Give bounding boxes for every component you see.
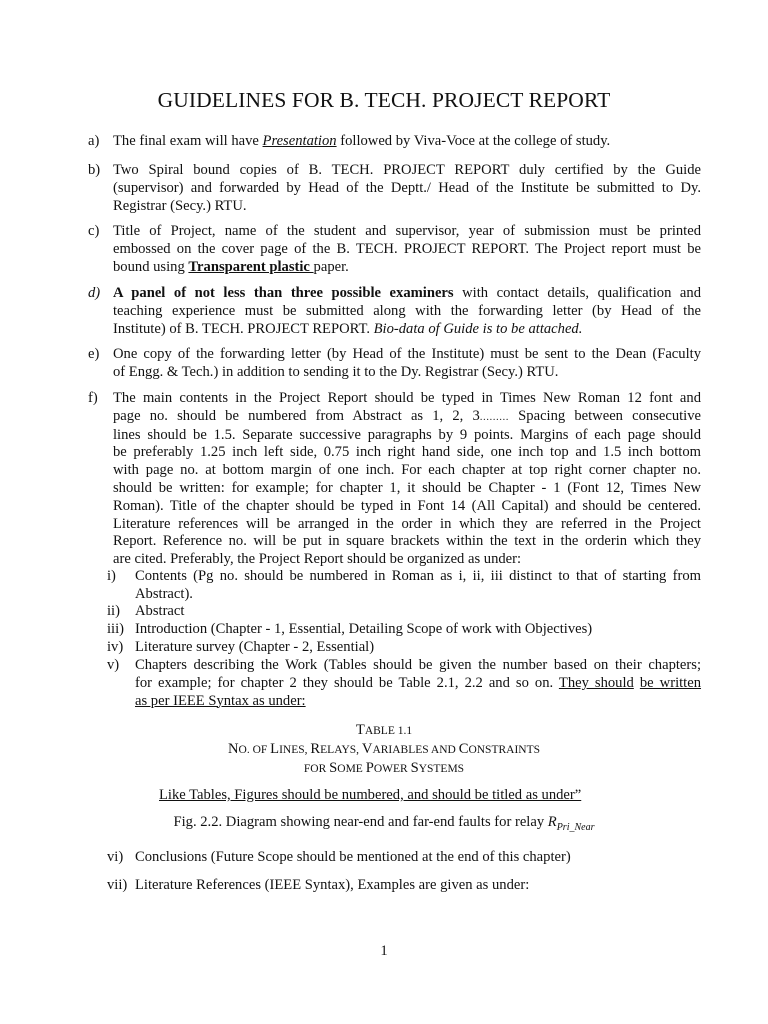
- figure-caption: [0, 814, 768, 833]
- caption-text: P: [365, 760, 374, 776]
- figure-note: Like Tables, Figures should be numbered, and should be titled as under”: [159, 787, 582, 803]
- caption-text: INES,: [279, 744, 311, 756]
- item-line: [113, 408, 701, 427]
- item-text: The final exam will have: [113, 133, 263, 149]
- caption-text: ELAYS,: [320, 744, 362, 756]
- item-line: [113, 285, 701, 303]
- sub-item-marker: i): [107, 568, 116, 584]
- caption-text: YSTEMS: [418, 763, 465, 775]
- table-caption-subtitle: [0, 760, 768, 777]
- caption-text: FOR: [303, 763, 330, 775]
- item-line: Abstract: [135, 603, 185, 619]
- item-line: as per IEEE Syntax as under:: [135, 692, 306, 709]
- sub-item-i: [107, 568, 701, 604]
- item-line: Report. Reference no. will be put in square brackets within the text in the orderin which they: [113, 533, 701, 550]
- item-line: The main contents in the Project Report should be typed in Times New Roman 12 font and: [113, 390, 701, 406]
- sub-item-iv: [107, 639, 701, 657]
- caption-text: ARIABLES AND: [372, 744, 459, 756]
- item-line: Conclusions (Future Scope should be mentioned at the end of this chapter): [135, 849, 571, 865]
- item-line: [135, 675, 701, 693]
- presentation-emphasis: Presentation: [262, 133, 337, 149]
- transparent-plastic-emphasis: Transparent plastic: [188, 258, 314, 275]
- guideline-item-d: [88, 285, 701, 338]
- item-line: be preferably 1.25 inch left side, 0.75 inch right hand side, one inch top and 1.5 inch bottom: [113, 444, 701, 461]
- caption-text: S: [329, 760, 338, 776]
- page-title: GUIDELINES FOR B. TECH. PROJECT REPORT: [157, 88, 611, 112]
- item-line: Two Spiral bound copies of B. TECH. PROJECT REPORT duly certified by the Guide: [113, 162, 701, 178]
- item-line: should be written: for example; for chapter 1, it should be Chapter - 1 (Font 12, Times New: [113, 479, 701, 496]
- sub-item-v: [107, 657, 702, 710]
- caption-text: ONSTRAINTS: [468, 744, 540, 756]
- item-line: with page no. at bottom margin of one inch. For each chapter at top right corner chapter no.: [113, 462, 701, 479]
- item-line: teaching experience must be submitted along with the forwarding letter (by Head of the: [113, 302, 701, 319]
- guideline-item-f: [88, 390, 702, 569]
- item-line: lines should be 1.5. Separate successive paragraphs by 9 points. Margins of each page should: [113, 426, 701, 443]
- caption-text: Fig. 2.2. Diagram showing near-end and far-end faults for relay: [173, 814, 548, 830]
- item-line: Literature References (IEEE Syntax), Examples are given as under:: [135, 877, 530, 893]
- sub-item-vi: [107, 849, 701, 867]
- biodata-note: Bio-data of Guide is to be attached.: [373, 320, 583, 337]
- item-text: Institute) of B. TECH. PROJECT REPORT.: [113, 320, 374, 337]
- item-text: page no. should be numbered from Abstract as 1, 2, 3: [113, 407, 480, 424]
- caption-text: S: [410, 760, 419, 776]
- item-line: Chapters describing the Work (Tables should be given the number based on their chapters;: [135, 657, 701, 673]
- caption-text: OWER: [373, 763, 411, 775]
- guideline-item-e: [88, 346, 701, 382]
- item-marker: a): [88, 133, 100, 149]
- caption-text: O. OF: [238, 744, 271, 756]
- sub-item-marker: ii): [107, 603, 120, 619]
- caption-text: R: [310, 741, 321, 757]
- item-line: Literature references will be arranged in the order in which they are referred in the Project: [113, 515, 701, 532]
- item-marker: f): [88, 390, 98, 406]
- item-line: One copy of the forwarding letter (by Head of the Institute) must be sent to the Dean (Faculty: [113, 346, 701, 362]
- examiners-emphasis: A panel of not less than three possible examiners: [113, 285, 454, 301]
- item-line: Roman). Title of the chapter should be typed in Font 14 (All Capital) and should be centered.: [113, 497, 701, 514]
- item-line: Title of Project, name of the student and supervisor, year of submission must be printed: [113, 223, 701, 239]
- sub-item-vii: [107, 877, 701, 895]
- item-line: Registrar (Secy.) RTU.: [113, 197, 247, 214]
- underlined-text: be written: [639, 674, 702, 691]
- caption-text: V: [361, 741, 373, 757]
- item-line: Contents (Pg no. should be numbered in Roman as i, ii, iii distinct to that of starting from: [135, 568, 701, 584]
- item-marker: c): [88, 223, 100, 239]
- item-text: followed by Viva-Voce at the college of study.: [336, 133, 611, 149]
- item-line: [113, 133, 701, 151]
- table-caption-number: [0, 722, 768, 739]
- sub-item-marker: v): [107, 657, 120, 673]
- guideline-item-b: [88, 162, 701, 215]
- underlined-text: They should: [558, 674, 634, 691]
- item-line: Literature survey (Chapter - 2, Essential): [135, 639, 375, 655]
- caption-text: T: [355, 722, 365, 738]
- item-text: for example; for chapter 2 they should be Table 2.1, 2.2 and so on.: [135, 674, 559, 691]
- item-line: Abstract).: [135, 585, 193, 602]
- caption-text: OME: [337, 763, 366, 775]
- caption-text: N: [227, 741, 239, 757]
- item-text: Spacing between consecutive: [509, 407, 702, 424]
- caption-text: C: [458, 741, 469, 757]
- caption-text: ABLE 1.1: [364, 725, 413, 737]
- relay-symbol: R: [547, 814, 557, 830]
- ellipsis-dots: .........: [479, 410, 510, 423]
- sub-item-marker: iii): [107, 621, 125, 637]
- item-text: paper.: [313, 258, 349, 275]
- item-text: bound using: [113, 258, 189, 275]
- table-caption-title: [0, 741, 768, 758]
- item-marker: b): [88, 162, 101, 178]
- relay-subscript: Pri_Near: [556, 821, 595, 833]
- caption-text: L: [270, 741, 280, 757]
- sub-item-marker: vi): [107, 849, 124, 865]
- item-marker: e): [88, 346, 100, 362]
- item-marker: d): [88, 285, 101, 301]
- guideline-item-c: [88, 223, 701, 276]
- sub-item-marker: iv): [107, 639, 124, 655]
- item-line: of Engg. & Tech.) in addition to sending it to the Dy. Registrar (Secy.) RTU.: [113, 363, 559, 380]
- guideline-item-a: [88, 133, 701, 151]
- item-line: (supervisor) and forwarded by Head of the Deptt./ Head of the Institute be submitted to Dy.: [113, 179, 701, 196]
- page-number: 1: [380, 943, 388, 959]
- sub-item-ii: [107, 603, 701, 621]
- item-line: embossed on the cover page of the B. TECH. PROJECT REPORT. The Project report must be: [113, 240, 701, 257]
- item-line: [113, 259, 701, 277]
- item-text: with contact details, qualification and: [453, 285, 701, 301]
- item-line: [113, 321, 701, 339]
- sub-item-iii: [107, 621, 701, 639]
- item-line: Introduction (Chapter - 1, Essential, Detailing Scope of work with Objectives): [135, 621, 593, 637]
- item-line: are cited. Preferably, the Project Report should be organized as under:: [113, 551, 522, 568]
- sub-item-marker: vii): [107, 877, 128, 893]
